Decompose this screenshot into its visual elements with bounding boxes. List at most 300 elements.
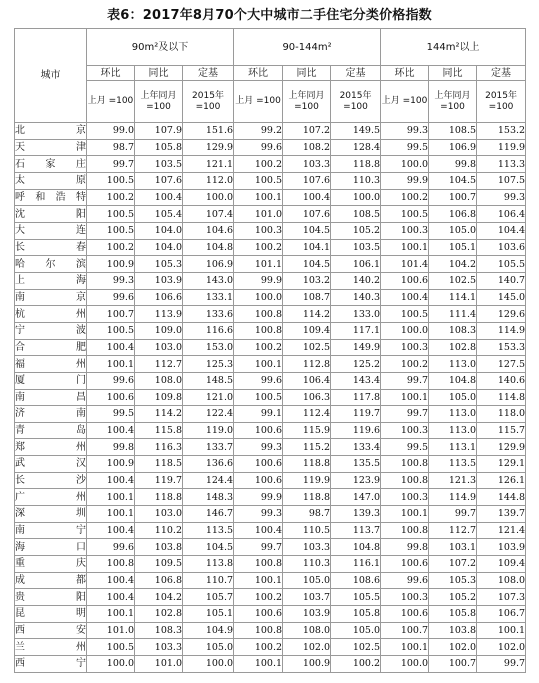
price-index-table (14, 28, 526, 673)
value-cell: 100.7 (381, 622, 429, 639)
value-cell: 103.3 (135, 639, 183, 656)
value-cell: 99.7 (429, 506, 477, 523)
value-cell: 99.0 (87, 123, 135, 140)
city-cell: 武汉 (15, 456, 87, 473)
value-cell: 100.2 (87, 239, 135, 256)
value-cell: 119.7 (135, 472, 183, 489)
table-row (15, 656, 526, 673)
value-cell: 143.0 (183, 272, 234, 289)
value-cell: 98.7 (87, 139, 135, 156)
value-cell: 105.8 (135, 139, 183, 156)
value-cell: 99.8 (381, 539, 429, 556)
value-cell: 106.7 (477, 606, 526, 623)
value-cell: 103.5 (135, 156, 183, 173)
value-cell: 119.7 (331, 406, 381, 423)
value-cell: 100.1 (234, 572, 283, 589)
value-cell: 100.4 (87, 522, 135, 539)
city-cell: 南京 (15, 289, 87, 306)
table-row (15, 606, 526, 623)
city-cell: 重庆 (15, 556, 87, 573)
value-cell: 109.4 (283, 322, 331, 339)
city-cell: 成都 (15, 572, 87, 589)
sub-header: 环比 (381, 66, 429, 81)
table-row (15, 306, 526, 323)
table-row (15, 572, 526, 589)
value-cell: 100.2 (234, 339, 283, 356)
value-cell: 114.9 (429, 489, 477, 506)
value-cell: 109.8 (135, 389, 183, 406)
value-cell: 100.4 (283, 189, 331, 206)
value-cell: 100.7 (429, 189, 477, 206)
value-cell: 105.4 (135, 206, 183, 223)
value-cell: 109.4 (477, 556, 526, 573)
city-cell: 哈尔滨 (15, 256, 87, 273)
value-cell: 114.2 (135, 406, 183, 423)
value-cell: 107.6 (283, 206, 331, 223)
value-cell: 102.8 (135, 606, 183, 623)
value-cell: 122.4 (183, 406, 234, 423)
value-cell: 99.8 (87, 439, 135, 456)
table-row (15, 406, 526, 423)
base-header: 上年同月 =100 (283, 81, 331, 123)
value-cell: 148.3 (183, 489, 234, 506)
base-header: 上年同月 =100 (429, 81, 477, 123)
value-cell: 133.7 (183, 439, 234, 456)
value-cell: 113.1 (429, 439, 477, 456)
value-cell: 114.1 (429, 289, 477, 306)
value-cell: 103.9 (477, 539, 526, 556)
table-row (15, 456, 526, 473)
base-header: 2015年 =100 (331, 81, 381, 123)
value-cell: 112.4 (283, 406, 331, 423)
value-cell: 103.7 (283, 589, 331, 606)
value-cell: 113.0 (429, 406, 477, 423)
value-cell: 100.3 (234, 222, 283, 239)
value-cell: 104.9 (183, 622, 234, 639)
value-cell: 136.6 (183, 456, 234, 473)
value-cell: 147.0 (331, 489, 381, 506)
value-cell: 123.9 (331, 472, 381, 489)
value-cell: 108.0 (135, 372, 183, 389)
value-cell: 104.2 (429, 256, 477, 273)
value-cell: 100.4 (87, 589, 135, 606)
value-cell: 100.3 (381, 489, 429, 506)
value-cell: 100.5 (234, 389, 283, 406)
value-cell: 100.2 (381, 189, 429, 206)
value-cell: 126.1 (477, 472, 526, 489)
value-cell: 114.2 (283, 306, 331, 323)
value-cell: 118.8 (283, 489, 331, 506)
value-cell: 117.1 (331, 322, 381, 339)
value-cell: 100.1 (381, 239, 429, 256)
value-cell: 99.9 (381, 172, 429, 189)
value-cell: 100.5 (87, 222, 135, 239)
sub-header: 同比 (429, 66, 477, 81)
value-cell: 118.5 (135, 456, 183, 473)
value-cell: 99.3 (477, 189, 526, 206)
city-cell: 南宁 (15, 522, 87, 539)
value-cell: 108.5 (331, 206, 381, 223)
city-cell: 深圳 (15, 506, 87, 523)
city-cell: 海口 (15, 539, 87, 556)
value-cell: 99.3 (234, 506, 283, 523)
value-cell: 107.6 (283, 172, 331, 189)
value-cell: 101.0 (87, 622, 135, 639)
value-cell: 100.5 (87, 322, 135, 339)
value-cell: 99.6 (87, 539, 135, 556)
value-cell: 99.6 (234, 139, 283, 156)
city-cell: 福州 (15, 356, 87, 373)
table-row (15, 156, 526, 173)
value-cell: 100.5 (87, 206, 135, 223)
value-cell: 100.0 (381, 156, 429, 173)
value-cell: 121.1 (183, 156, 234, 173)
group-header: 144m²以上 (381, 29, 526, 66)
value-cell: 109.0 (135, 322, 183, 339)
value-cell: 108.2 (283, 139, 331, 156)
value-cell: 100.2 (87, 189, 135, 206)
value-cell: 99.9 (234, 272, 283, 289)
value-cell: 118.8 (331, 156, 381, 173)
table-row (15, 172, 526, 189)
value-cell: 100.2 (234, 156, 283, 173)
value-cell: 106.9 (429, 139, 477, 156)
value-cell: 135.5 (331, 456, 381, 473)
value-cell: 100.1 (87, 506, 135, 523)
table-row (15, 139, 526, 156)
value-cell: 119.9 (283, 472, 331, 489)
base-header: 2015年 =100 (477, 81, 526, 123)
value-cell: 113.3 (477, 156, 526, 173)
value-cell: 103.2 (283, 272, 331, 289)
value-cell: 113.9 (135, 306, 183, 323)
value-cell: 140.6 (477, 372, 526, 389)
value-cell: 114.9 (477, 322, 526, 339)
value-cell: 105.1 (429, 239, 477, 256)
value-cell: 103.1 (429, 539, 477, 556)
value-cell: 106.8 (135, 572, 183, 589)
value-cell: 115.2 (283, 439, 331, 456)
city-cell: 南昌 (15, 389, 87, 406)
table-row (15, 222, 526, 239)
value-cell: 99.6 (381, 572, 429, 589)
group-header: 90-144m² (234, 29, 381, 66)
value-cell: 105.0 (429, 389, 477, 406)
table-row (15, 372, 526, 389)
table-row (15, 539, 526, 556)
value-cell: 146.7 (183, 506, 234, 523)
sub-header: 同比 (135, 66, 183, 81)
value-cell: 105.7 (183, 589, 234, 606)
value-cell: 100.6 (234, 422, 283, 439)
value-cell: 100.7 (429, 656, 477, 673)
value-cell: 117.8 (331, 389, 381, 406)
value-cell: 100.0 (234, 289, 283, 306)
value-cell: 121.4 (477, 522, 526, 539)
value-cell: 107.5 (477, 172, 526, 189)
value-cell: 129.6 (477, 306, 526, 323)
value-cell: 99.3 (381, 123, 429, 140)
table-row (15, 622, 526, 639)
value-cell: 118.0 (477, 406, 526, 423)
value-cell: 102.0 (477, 639, 526, 656)
value-cell: 106.4 (283, 372, 331, 389)
value-cell: 100.4 (87, 339, 135, 356)
value-cell: 100.4 (381, 289, 429, 306)
table-row (15, 522, 526, 539)
value-cell: 104.8 (183, 239, 234, 256)
base-header: 上月 =100 (381, 81, 429, 123)
value-cell: 129.9 (477, 439, 526, 456)
value-cell: 121.0 (183, 389, 234, 406)
value-cell: 100.5 (381, 306, 429, 323)
value-cell: 100.0 (87, 656, 135, 673)
value-cell: 140.7 (477, 272, 526, 289)
value-cell: 105.3 (429, 572, 477, 589)
value-cell: 106.9 (183, 256, 234, 273)
value-cell: 104.5 (283, 256, 331, 273)
value-cell: 100.0 (183, 189, 234, 206)
value-cell: 105.3 (135, 256, 183, 273)
base-header: 上月 =100 (234, 81, 283, 123)
city-cell: 合肥 (15, 339, 87, 356)
value-cell: 115.9 (283, 422, 331, 439)
sub-header: 定基 (477, 66, 526, 81)
value-cell: 104.5 (183, 539, 234, 556)
value-cell: 100.6 (381, 556, 429, 573)
value-cell: 103.3 (283, 539, 331, 556)
city-cell: 西宁 (15, 656, 87, 673)
value-cell: 100.8 (87, 556, 135, 573)
city-cell: 昆明 (15, 606, 87, 623)
value-cell: 112.7 (135, 356, 183, 373)
value-cell: 115.8 (135, 422, 183, 439)
city-cell: 太原 (15, 172, 87, 189)
value-cell: 100.2 (331, 656, 381, 673)
value-cell: 100.1 (87, 606, 135, 623)
sub-header: 定基 (331, 66, 381, 81)
value-cell: 103.6 (477, 239, 526, 256)
value-cell: 100.8 (234, 306, 283, 323)
value-cell: 100.3 (381, 222, 429, 239)
value-cell: 103.0 (135, 339, 183, 356)
value-cell: 100.7 (87, 306, 135, 323)
value-cell: 99.7 (234, 539, 283, 556)
value-cell: 104.0 (135, 222, 183, 239)
value-cell: 107.6 (135, 172, 183, 189)
value-cell: 105.8 (429, 606, 477, 623)
value-cell: 100.1 (381, 639, 429, 656)
value-cell: 99.3 (87, 272, 135, 289)
value-cell: 153.0 (183, 339, 234, 356)
value-cell: 106.6 (135, 289, 183, 306)
value-cell: 99.3 (234, 439, 283, 456)
base-header: 上年同月 =100 (135, 81, 183, 123)
city-cell: 天津 (15, 139, 87, 156)
value-cell: 148.5 (183, 372, 234, 389)
value-cell: 100.5 (87, 172, 135, 189)
value-cell: 116.1 (331, 556, 381, 573)
value-cell: 105.5 (477, 256, 526, 273)
value-cell: 116.3 (135, 439, 183, 456)
value-cell: 100.4 (87, 422, 135, 439)
value-cell: 99.5 (87, 406, 135, 423)
value-cell: 100.6 (234, 472, 283, 489)
value-cell: 100.9 (87, 256, 135, 273)
value-cell: 100.8 (381, 522, 429, 539)
value-cell: 113.5 (183, 522, 234, 539)
table-row (15, 239, 526, 256)
table-row (15, 256, 526, 273)
value-cell: 99.5 (381, 139, 429, 156)
value-cell: 128.4 (331, 139, 381, 156)
sub-header: 环比 (87, 66, 135, 81)
value-cell: 100.0 (183, 656, 234, 673)
sub-header: 环比 (234, 66, 283, 81)
sub-header: 定基 (183, 66, 234, 81)
value-cell: 101.0 (234, 206, 283, 223)
table-row (15, 356, 526, 373)
value-cell: 125.2 (331, 356, 381, 373)
table-row (15, 289, 526, 306)
value-cell: 105.0 (183, 639, 234, 656)
table-row (15, 422, 526, 439)
value-cell: 104.2 (135, 589, 183, 606)
value-cell: 110.7 (183, 572, 234, 589)
sub-header: 同比 (283, 66, 331, 81)
value-cell: 102.5 (283, 339, 331, 356)
value-cell: 133.6 (183, 306, 234, 323)
value-cell: 99.2 (234, 123, 283, 140)
value-cell: 100.6 (381, 606, 429, 623)
value-cell: 104.6 (183, 222, 234, 239)
value-cell: 113.0 (429, 356, 477, 373)
table-row (15, 639, 526, 656)
table-row (15, 556, 526, 573)
value-cell: 107.2 (283, 123, 331, 140)
value-cell: 111.4 (429, 306, 477, 323)
value-cell: 104.4 (477, 222, 526, 239)
value-cell: 100.0 (331, 189, 381, 206)
value-cell: 104.5 (283, 222, 331, 239)
value-cell: 119.6 (331, 422, 381, 439)
city-cell: 北京 (15, 123, 87, 140)
value-cell: 129.1 (477, 456, 526, 473)
value-cell: 104.0 (135, 239, 183, 256)
value-cell: 108.0 (283, 622, 331, 639)
value-cell: 144.8 (477, 489, 526, 506)
value-cell: 110.5 (283, 522, 331, 539)
group-header: 90m²及以下 (87, 29, 234, 66)
value-cell: 102.8 (429, 339, 477, 356)
value-cell: 103.5 (331, 239, 381, 256)
value-cell: 99.8 (429, 156, 477, 173)
city-cell: 沈阳 (15, 206, 87, 223)
value-cell: 145.0 (477, 289, 526, 306)
value-cell: 108.3 (135, 622, 183, 639)
city-cell: 西安 (15, 622, 87, 639)
value-cell: 104.8 (331, 539, 381, 556)
value-cell: 116.6 (183, 322, 234, 339)
value-cell: 106.4 (477, 206, 526, 223)
value-cell: 103.3 (283, 156, 331, 173)
value-cell: 102.0 (429, 639, 477, 656)
value-cell: 100.5 (381, 206, 429, 223)
city-cell: 青岛 (15, 422, 87, 439)
value-cell: 100.3 (381, 422, 429, 439)
value-cell: 100.1 (87, 356, 135, 373)
city-cell: 贵阳 (15, 589, 87, 606)
value-cell: 103.9 (283, 606, 331, 623)
value-cell: 133.4 (331, 439, 381, 456)
value-cell: 108.6 (331, 572, 381, 589)
value-cell: 125.3 (183, 356, 234, 373)
value-cell: 99.9 (234, 489, 283, 506)
value-cell: 100.4 (234, 522, 283, 539)
value-cell: 100.8 (234, 322, 283, 339)
value-cell: 112.8 (283, 356, 331, 373)
value-cell: 100.2 (234, 589, 283, 606)
base-header: 上月 =100 (87, 81, 135, 123)
value-cell: 100.8 (381, 472, 429, 489)
value-cell: 99.7 (381, 406, 429, 423)
value-cell: 113.8 (183, 556, 234, 573)
value-cell: 105.2 (331, 222, 381, 239)
city-cell: 济南 (15, 406, 87, 423)
value-cell: 149.5 (331, 123, 381, 140)
value-cell: 105.2 (429, 589, 477, 606)
city-cell: 杭州 (15, 306, 87, 323)
value-cell: 103.0 (135, 506, 183, 523)
value-cell: 102.0 (283, 639, 331, 656)
table-row (15, 272, 526, 289)
table-row (15, 506, 526, 523)
value-cell: 129.9 (183, 139, 234, 156)
value-cell: 108.3 (429, 322, 477, 339)
value-cell: 113.5 (429, 456, 477, 473)
table-row (15, 439, 526, 456)
value-cell: 110.2 (135, 522, 183, 539)
city-cell: 上海 (15, 272, 87, 289)
table-title: 表6：2017年8月70个大中城市二手住宅分类价格指数 (107, 8, 432, 23)
value-cell: 100.8 (234, 556, 283, 573)
value-cell: 106.8 (429, 206, 477, 223)
value-cell: 100.1 (87, 489, 135, 506)
value-cell: 118.8 (283, 456, 331, 473)
value-cell: 100.1 (234, 656, 283, 673)
value-cell: 107.3 (477, 589, 526, 606)
table-row (15, 589, 526, 606)
base-header: 2015年 =100 (183, 81, 234, 123)
table-row (15, 123, 526, 140)
value-cell: 107.9 (135, 123, 183, 140)
value-cell: 100.8 (234, 622, 283, 639)
city-cell: 兰州 (15, 639, 87, 656)
table-row (15, 339, 526, 356)
value-cell: 121.3 (429, 472, 477, 489)
city-cell: 郑州 (15, 439, 87, 456)
value-cell: 100.4 (135, 189, 183, 206)
value-cell: 112.0 (183, 172, 234, 189)
city-cell: 宁波 (15, 322, 87, 339)
value-cell: 108.0 (477, 572, 526, 589)
value-cell: 104.5 (429, 172, 477, 189)
value-cell: 107.4 (183, 206, 234, 223)
value-cell: 100.6 (234, 606, 283, 623)
value-cell: 100.2 (381, 356, 429, 373)
value-cell: 102.5 (331, 639, 381, 656)
value-cell: 100.6 (87, 389, 135, 406)
